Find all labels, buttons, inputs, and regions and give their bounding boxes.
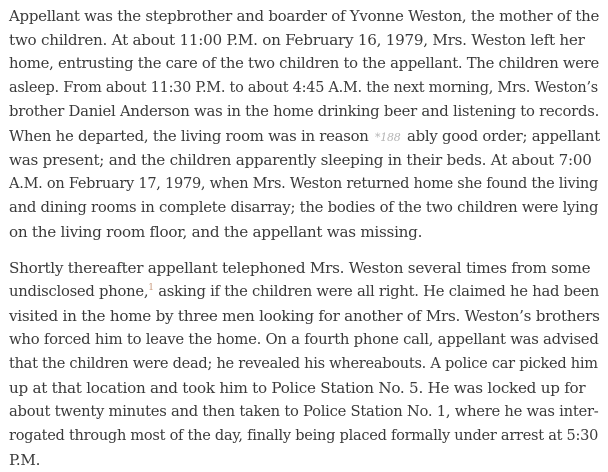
opinion-text: [9, 4, 601, 472]
text-line: that the children were dead; he revealed his whereabouts. A police car picked him: [9, 356, 598, 372]
text-line: up at that location and took him to Police Station No. 5. He was locked up for: [9, 379, 586, 397]
text-line: on the living room floor, and the appellant was missing.: [9, 223, 423, 241]
paragraph-2: [9, 256, 601, 472]
paragraph-1: [9, 4, 601, 244]
text-line: visited in the home by three men looking for another of Mrs. Weston’s brothers: [9, 307, 600, 325]
text-line: Appellant was the stepbrother and boarder of Yvonne Weston, the mother of the: [9, 7, 600, 25]
text-line: rogated through most of the day, finally being placed formally under arrest at 5:30: [9, 428, 599, 444]
text-line: brother Daniel Anderson was in the home drinking beer and listening to records.: [9, 103, 600, 120]
text-line: asleep. From about 11:30 P.M. to about 4:45 A.M. the next morning, Mrs. Weston’s: [9, 80, 598, 96]
text-line: [9, 280, 601, 304]
text-segment: asking if the children were all right. He claimed he had been: [153, 283, 600, 300]
text-line: who forced him to leave the home. On a fourth phone call, appellant was advised: [9, 331, 599, 348]
text-line: about twenty minutes and then taken to Police Station No. 1, where he was inter-: [9, 403, 599, 420]
text-line: [9, 124, 601, 148]
text-line: home, entrusting the care of the two children to the appellant. The children were: [9, 55, 600, 72]
footnote-link[interactable]: 1: [148, 283, 154, 294]
text-segment: When he departed, the living room was in reason: [9, 127, 369, 145]
page-number-marker: *188: [375, 131, 401, 144]
text-line: Shortly thereafter appellant telephoned Mrs. Weston several times from some: [9, 259, 591, 277]
paragraph-gap: [9, 244, 601, 256]
text-line: two children. At about 11:00 P.M. on February 16, 1979, Mrs. Weston left her: [9, 31, 585, 49]
text-segment: ably good order; appellant: [407, 127, 600, 145]
text-segment: undisclosed phone,: [9, 283, 149, 300]
text-line: was present; and the children apparently sleeping in their beds. At about 7:00: [9, 151, 592, 169]
text-line: and dining rooms in complete disarray; the bodies of the two children were lying: [9, 199, 599, 216]
text-line: A.M. on February 17, 1979, when Mrs. Weston returned home she found the living: [9, 176, 598, 192]
text-line: P.M.: [9, 451, 41, 469]
